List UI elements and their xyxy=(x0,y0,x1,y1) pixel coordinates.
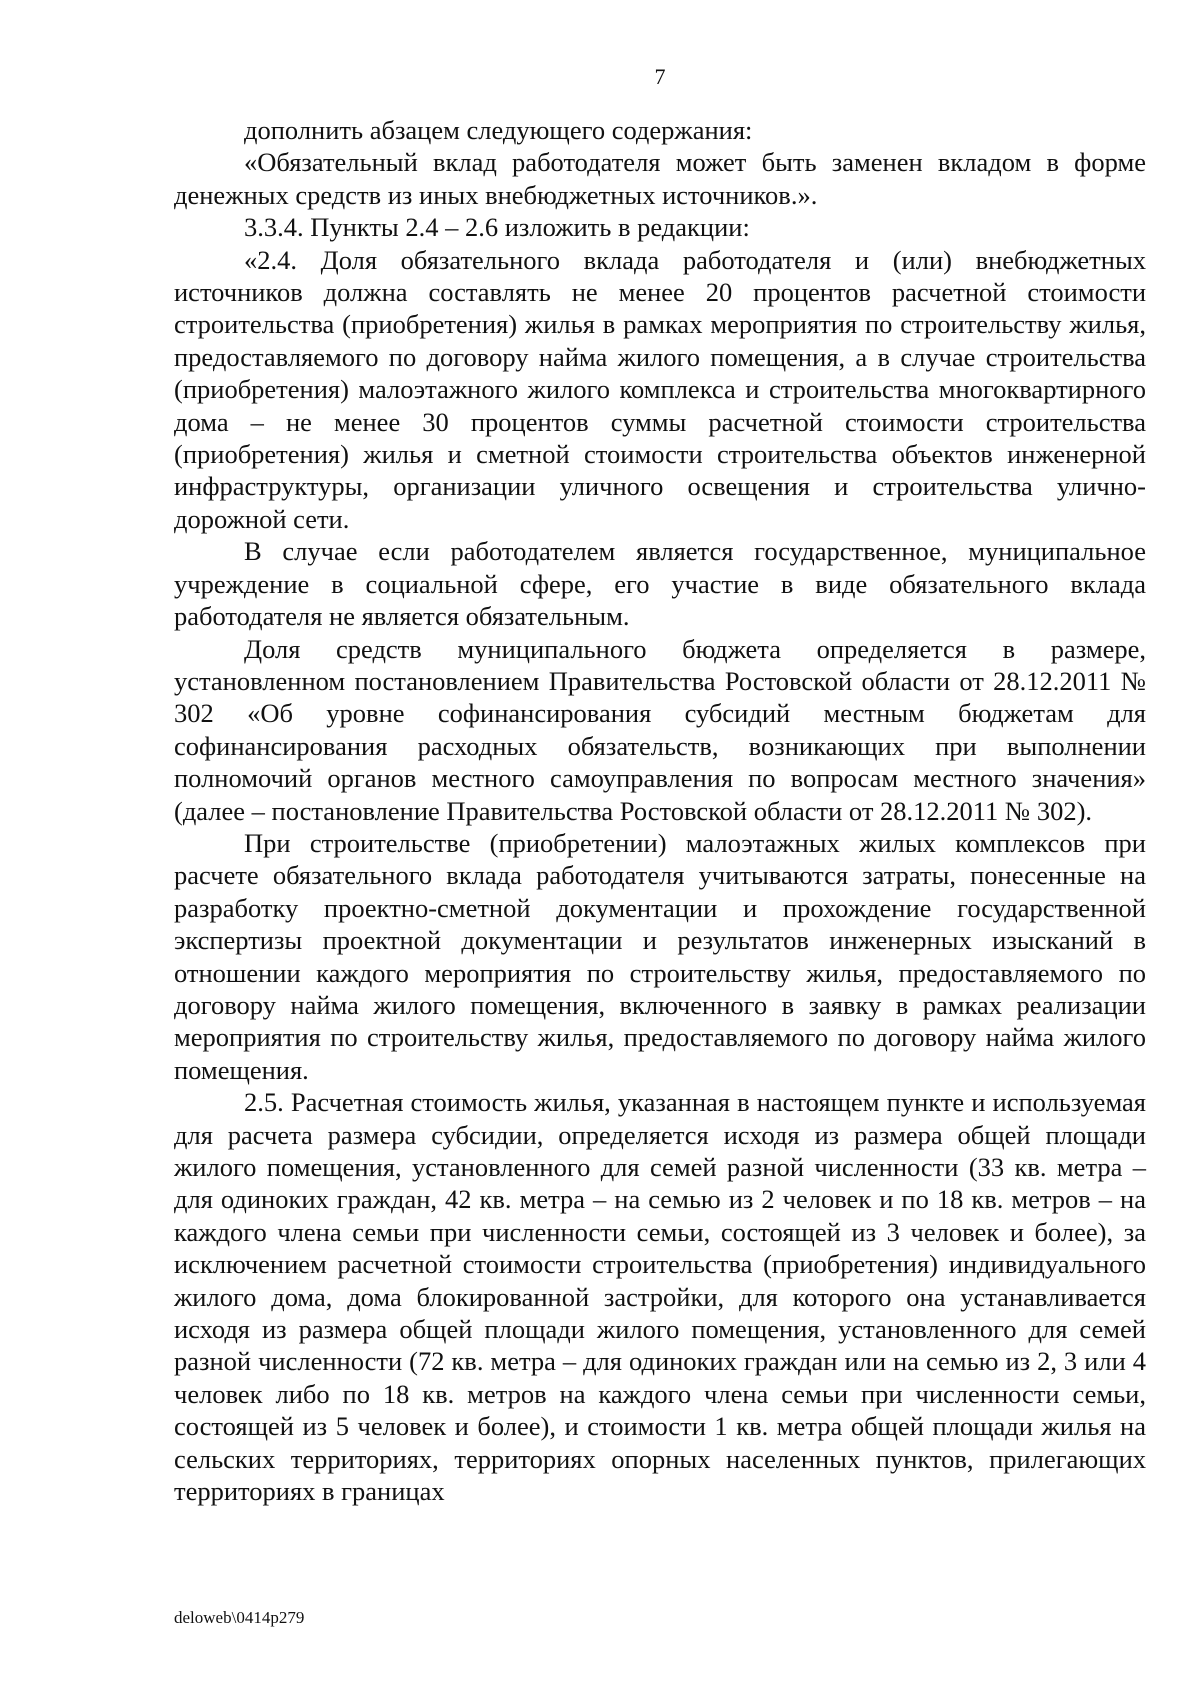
paragraph: Доля средств муниципального бюджета определяется в размере, установленном постановлением Правительства Ростовской области от 28.12.2011 № 302 «Об уровне софинансирования субсидий местным бюджетам для софинансирования расходных обязательств, возникающих при выполнении полномочий органов местного самоуправления по вопросам местного значения» (далее – постановление Правительства Ростовской области от 28.12.2011 № 302). xyxy=(174,633,1146,826)
paragraph: В случае если работодателем является государственное, муниципальное учреждение в социальной сфере, его участие в виде обязательного вклада работодателя не является обязательным. xyxy=(174,536,1146,632)
paragraph: 3.3.4. Пункты 2.4 – 2.6 изложить в редакции: xyxy=(244,212,750,243)
paragraph: 2.5. Расчетная стоимость жилья, указанная в настоящем пункте и используемая для расчета размера субсидии, определяется исходя из размера общей площади жилого помещения, установленного для семей разной численности (33 кв. метра – для одиноких граждан, 42 кв. метра – на семью из 2 человек и по 18 кв. метров – на каждого члена семьи при численности семьи, состоящей из 3 человек и более), за исключением расчетной стоимости строительства (приобретения) индивидуального жилого дома, дома блокированной застройки, для которого она устанавливается исходя из размера общей площади жилого помещения, установленного для семей разной численности (72 кв. метра – для одиноких граждан или на семью из 2, 3 или 4 человек либо по 18 кв. метров на каждого члена семьи при численности семьи, состоящей из 5 человек и более), и стоимости 1 кв. метра общей площади жилья на сельских территориях, территориях опорных населенных пунктов, прилегающих территориях в границах xyxy=(174,1087,1146,1507)
paragraph: дополнить абзацем следующего содержания: xyxy=(244,115,753,145)
document-body xyxy=(174,114,1146,1507)
page-number xyxy=(0,64,1200,90)
paragraph: «2.4. Доля обязательного вклада работодателя и (или) внебюджетных источников должна составлять не менее 20 процентов расчетной стоимости строительства (приобретения) жилья в рамках мероприятия по строительству жилья, предоставляемого по договору найма жилого помещения, а в случае строительства (приобретения) малоэтажного жилого комплекса и строительства многоквартирного дома – не менее 30 процентов суммы расчетной стоимости строительства (приобретения) жилья и сметной стоимости строительства объектов инженерной инфраструктуры, организации уличного освещения и строительства улично-дорожной сети. xyxy=(174,244,1146,534)
paragraph: «Обязательный вклад работодателя может быть заменен вкладом в форме денежных средств из иных внебюджетных источников.». xyxy=(174,147,1146,210)
document-code: deloweb\0414p279 xyxy=(174,1608,305,1627)
paragraph: При строительстве (приобретении) малоэтажных жилых комплексов при расчете обязательного вклада работодателя учитываются затраты, понесенные на разработку проектно-сметной документации и прохождение государственной экспертизы проектной документации и результатов инженерных изысканий в отношении каждого мероприятия по строительству жилья, предоставляемого по договору найма жилого помещения, включенного в заявку в рамках реализации мероприятия по строительству жилья, предоставляемого по договору найма жилого помещения. xyxy=(174,827,1146,1085)
page-number-text: 7 xyxy=(654,64,666,89)
